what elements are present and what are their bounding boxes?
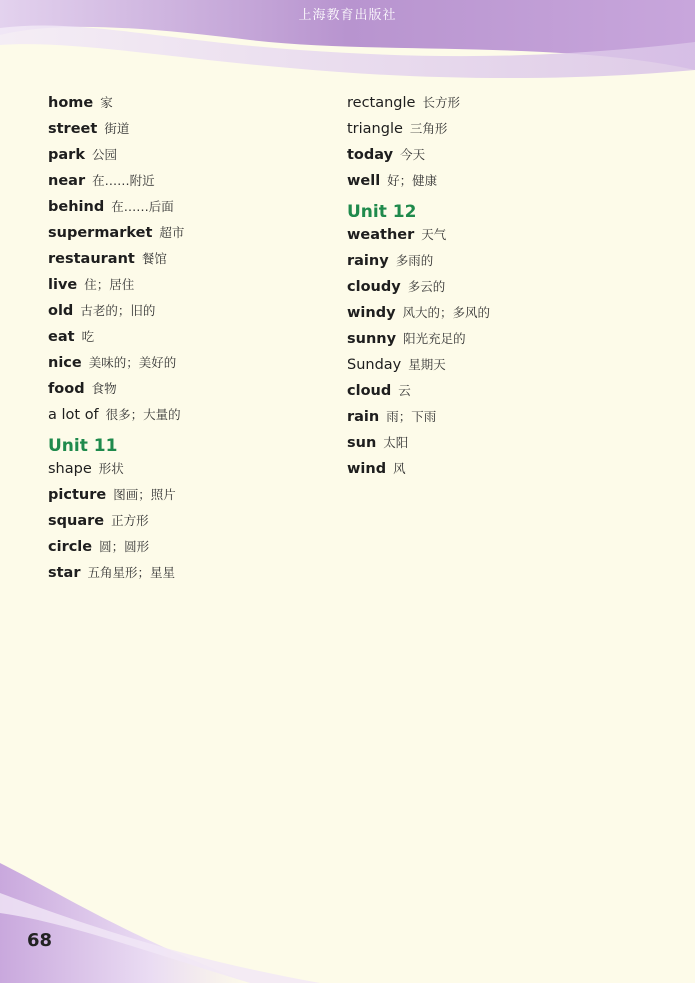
- vocab-meaning: 公园: [91, 147, 117, 162]
- vocab-word: live: [48, 277, 78, 293]
- vocab-meaning: 圆；圆形: [99, 539, 150, 554]
- vocab-meaning: 星期天: [408, 357, 446, 372]
- vocab-word: shape: [48, 461, 92, 477]
- footer-wave-decoration: [0, 843, 695, 983]
- vocab-word: circle: [48, 539, 93, 555]
- vocab-entry: [48, 535, 184, 561]
- vocab-entry: [347, 379, 490, 405]
- vocab-entry: [347, 223, 490, 249]
- left-column: [48, 91, 184, 587]
- vocab-word: today: [347, 147, 394, 163]
- vocab-word: windy: [347, 305, 396, 321]
- vocab-entry: [347, 249, 490, 275]
- vocab-word: restaurant: [48, 251, 135, 267]
- vocab-entry: [48, 247, 184, 273]
- vocab-meaning: 天气: [421, 227, 447, 242]
- vocab-meaning: 五角星形；星星: [87, 565, 176, 580]
- vocab-word: wind: [347, 461, 387, 477]
- vocab-meaning: 正方形: [111, 513, 149, 528]
- vocab-entry: [347, 405, 490, 431]
- vocab-entry: [48, 457, 184, 483]
- vocab-word: star: [48, 565, 81, 581]
- vocab-entry: [48, 483, 184, 509]
- vocab-word: well: [347, 173, 381, 189]
- vocab-meaning: 风: [393, 461, 406, 476]
- vocab-word: old: [48, 303, 74, 319]
- vocab-meaning: 食物: [91, 381, 117, 396]
- vocab-meaning: 多云的: [407, 279, 446, 294]
- vocab-meaning: 多雨的: [395, 253, 434, 268]
- vocab-meaning: 在……附近: [92, 173, 155, 188]
- vocab-entry: [48, 117, 184, 143]
- vocab-meaning: 风大的；多风的: [402, 305, 491, 320]
- vocab-entry: [48, 143, 184, 169]
- vocab-entry: [347, 91, 490, 117]
- vocab-meaning: 太阳: [383, 435, 409, 450]
- vocab-entry: [347, 117, 490, 143]
- vocab-word: Sunday: [347, 357, 402, 373]
- vocab-word: eat: [48, 329, 75, 345]
- vocab-word: square: [48, 513, 105, 529]
- vocab-entry: [48, 91, 184, 117]
- vocab-word: cloud: [347, 383, 392, 399]
- vocab-entry: [347, 457, 490, 483]
- vocab-entry: [347, 327, 490, 353]
- vocab-word: rectangle: [347, 95, 416, 111]
- publisher-name: 上海教育出版社: [298, 8, 397, 23]
- vocab-meaning: 餐馆: [141, 251, 167, 266]
- vocab-meaning: 形状: [98, 461, 124, 476]
- vocab-word: park: [48, 147, 85, 163]
- vocab-word: supermarket: [48, 225, 153, 241]
- vocab-word: a lot of: [48, 407, 99, 423]
- vocab-entry: [48, 561, 184, 587]
- vocab-meaning: 好；健康: [387, 173, 438, 188]
- vocab-meaning: 住；居住: [84, 277, 135, 292]
- vocab-meaning: 家: [100, 95, 113, 110]
- vocab-entry: [347, 431, 490, 457]
- vocab-word: food: [48, 381, 85, 397]
- vocab-meaning: 三角形: [409, 121, 448, 136]
- vocab-entry: [48, 325, 184, 351]
- vocab-entry: [347, 143, 490, 169]
- vocab-word: cloudy: [347, 279, 401, 295]
- vocab-meaning: 图画；照片: [113, 487, 176, 502]
- vocab-meaning: 雨；下雨: [386, 409, 437, 424]
- vocab-entry: [48, 273, 184, 299]
- vocab-word: sunny: [347, 331, 397, 347]
- unit-11-heading: Unit 11: [48, 436, 118, 456]
- vocab-meaning: 今天: [400, 147, 426, 162]
- vocab-meaning: 超市: [159, 225, 185, 240]
- vocab-word: triangle: [347, 121, 403, 137]
- vocab-entry: [347, 275, 490, 301]
- vocab-word: home: [48, 95, 94, 111]
- vocab-meaning: 在……后面: [111, 199, 174, 214]
- vocab-word: street: [48, 121, 98, 137]
- vocab-entry: [347, 169, 490, 195]
- vocab-entry: [48, 351, 184, 377]
- vocab-meaning: 阳光充足的: [403, 331, 466, 346]
- vocab-word: nice: [48, 355, 82, 371]
- vocab-meaning: 街道: [104, 121, 130, 136]
- vocab-entry: [48, 169, 184, 195]
- vocab-meaning: 吃: [81, 329, 95, 344]
- vocab-entry: [48, 377, 184, 403]
- vocab-entry: [48, 403, 184, 429]
- vocab-meaning: 长方形: [422, 95, 460, 110]
- vocab-entry: [48, 299, 184, 325]
- vocab-word: behind: [48, 199, 105, 215]
- vocab-word: rainy: [347, 253, 389, 269]
- vocab-meaning: 很多；大量的: [105, 407, 181, 422]
- right-column: [347, 91, 490, 483]
- vocab-meaning: 美味的；美好的: [88, 355, 177, 370]
- vocab-word: rain: [347, 409, 380, 425]
- vocab-entry: [48, 221, 184, 247]
- vocab-entry: [347, 301, 490, 327]
- vocab-entry: [347, 353, 490, 379]
- vocab-word: near: [48, 173, 86, 189]
- vocab-meaning: 云: [398, 383, 411, 398]
- vocab-entry: [48, 195, 184, 221]
- vocab-word: picture: [48, 487, 107, 503]
- vocab-meaning: 古老的；旧的: [80, 303, 156, 318]
- vocab-entry: [48, 509, 184, 535]
- unit-12-heading: Unit 12: [347, 202, 417, 222]
- vocab-word: sun: [347, 435, 377, 451]
- page-number: 68: [27, 930, 53, 951]
- vocab-word: weather: [347, 227, 415, 243]
